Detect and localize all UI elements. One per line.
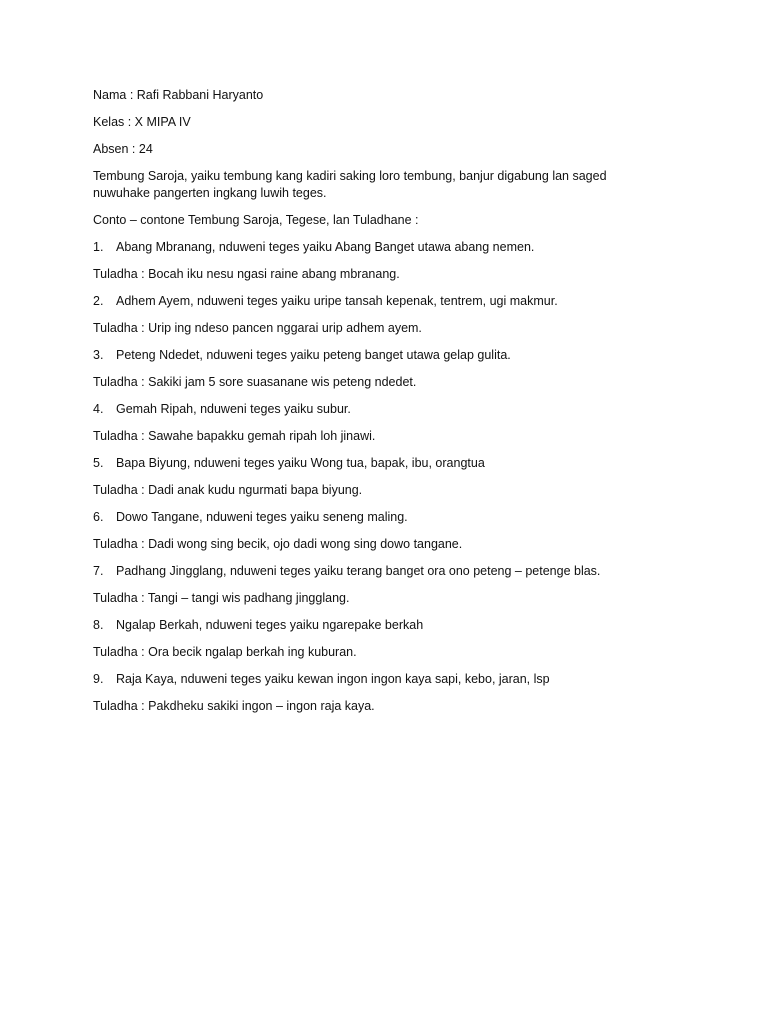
student-class: Kelas : X MIPA IV <box>93 115 191 129</box>
tuladha-line: Tuladha : Sawahe bapakku gemah ripah loh jinawi. <box>93 429 376 443</box>
tuladha-line: Tuladha : Pakdheku sakiki ingon – ingon raja kaya. <box>93 699 375 713</box>
list-item-text: Gemah Ripah, nduweni teges yaiku subur. <box>116 402 351 416</box>
list-item-text: Dowo Tangane, nduweni teges yaiku seneng maling. <box>116 510 408 524</box>
student-absen: Absen : 24 <box>93 142 153 156</box>
list-item-number: 4. <box>93 402 104 416</box>
list-item-text: Raja Kaya, nduweni teges yaiku kewan ingon ingon kaya sapi, kebo, jaran, lsp <box>116 672 550 686</box>
list-item-number: 1. <box>93 240 104 254</box>
list-item <box>93 563 653 580</box>
list-item <box>93 401 653 418</box>
list-item <box>93 347 653 364</box>
list-item-number: 8. <box>93 618 104 632</box>
list-item <box>93 509 653 526</box>
list-item-number: 5. <box>93 456 104 470</box>
document-body <box>93 87 653 725</box>
tuladha-line: Tuladha : Dadi wong sing becik, ojo dadi wong sing dowo tangane. <box>93 537 463 551</box>
list-item-text: Bapa Biyung, nduweni teges yaiku Wong tua, bapak, ibu, orangtua <box>116 456 485 470</box>
examples-list <box>93 239 653 715</box>
list-item-number: 3. <box>93 348 104 362</box>
tuladha-line: Tuladha : Tangi – tangi wis padhang jingglang. <box>93 591 350 605</box>
list-item <box>93 617 653 634</box>
list-item <box>93 293 653 310</box>
list-item-text: Padhang Jingglang, nduweni teges yaiku terang banget ora ono peteng – petenge blas. <box>116 564 601 578</box>
list-item <box>93 239 653 256</box>
tuladha-line: Tuladha : Sakiki jam 5 sore suasanane wis peteng ndedet. <box>93 375 417 389</box>
tuladha-line: Tuladha : Bocah iku nesu ngasi raine abang mbranang. <box>93 267 400 281</box>
student-name: Nama : Rafi Rabbani Haryanto <box>93 88 264 102</box>
list-item-number: 7. <box>93 564 104 578</box>
tuladha-line: Tuladha : Urip ing ndeso pancen nggarai urip adhem ayem. <box>93 321 422 335</box>
list-item-number: 6. <box>93 510 104 524</box>
tuladha-line: Tuladha : Dadi anak kudu ngurmati bapa biyung. <box>93 483 363 497</box>
list-item-text: Peteng Ndedet, nduweni teges yaiku peteng banget utawa gelap gulita. <box>116 348 511 362</box>
examples-heading: Conto – contone Tembung Saroja, Tegese, lan Tuladhane : <box>93 213 419 227</box>
list-item <box>93 671 653 688</box>
list-item <box>93 455 653 472</box>
tuladha-line: Tuladha : Ora becik ngalap berkah ing kuburan. <box>93 645 357 659</box>
list-item-number: 9. <box>93 672 104 686</box>
list-item-text: Adhem Ayem, nduweni teges yaiku uripe tansah kepenak, tentrem, ugi makmur. <box>116 294 558 308</box>
list-item-text: Ngalap Berkah, nduweni teges yaiku ngarepake berkah <box>116 618 424 632</box>
list-item-number: 2. <box>93 294 104 308</box>
intro-paragraph: Tembung Saroja, yaiku tembung kang kadiri saking loro tembung, banjur digabung lan saged nuwuhake pangerten ingkang luwih teges. <box>93 169 607 200</box>
list-item-text: Abang Mbranang, nduweni teges yaiku Abang Banget utawa abang nemen. <box>116 240 535 254</box>
